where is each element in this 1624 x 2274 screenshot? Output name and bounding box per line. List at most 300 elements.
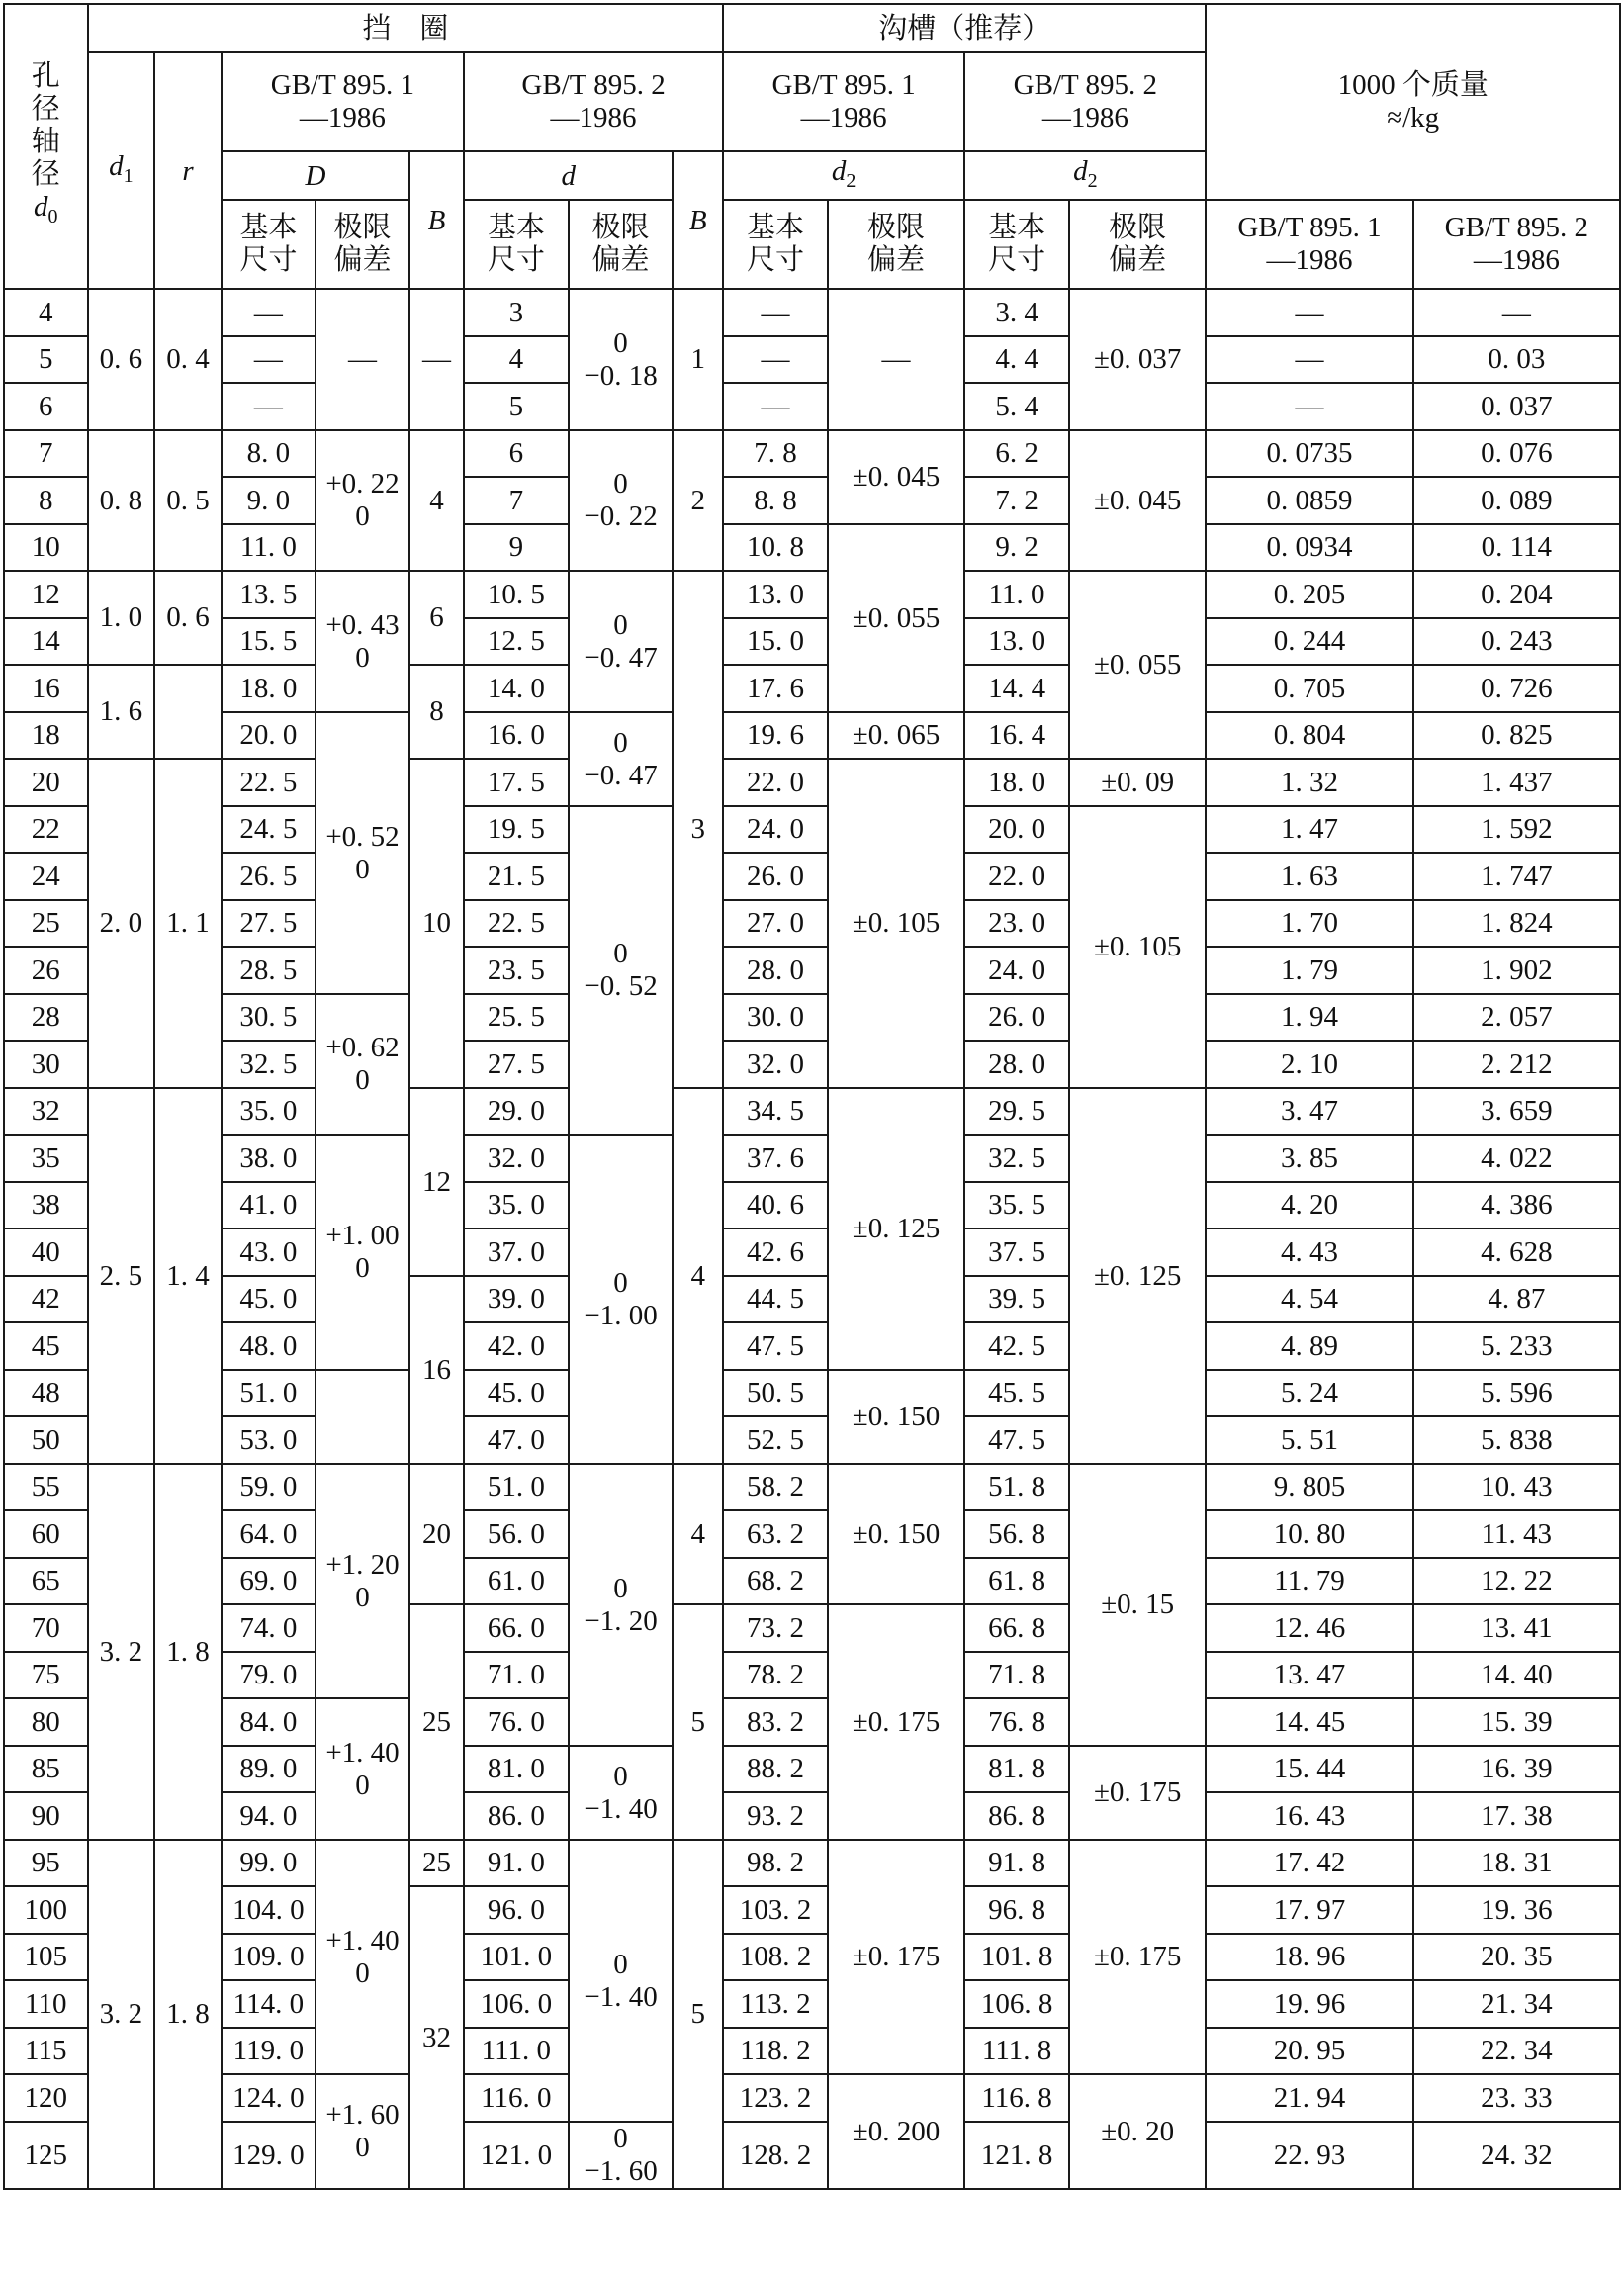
cell-mass-std2: 5. 233 — [1413, 1322, 1620, 1370]
cell-r: 1. 1 — [154, 759, 222, 1088]
cell-groove2-d2: 86. 8 — [964, 1792, 1069, 1840]
cell-d0: 40 — [4, 1228, 88, 1276]
cell-ring-D: 22. 5 — [222, 759, 316, 806]
cell-ring-B2: 4 — [673, 1088, 723, 1464]
cell-ring-D-tolerance-line: 0 — [355, 641, 370, 674]
table-row — [4, 1135, 1620, 1182]
cell-mass-std1: 11. 79 — [1206, 1558, 1412, 1604]
cell-mass-std1: 1. 63 — [1206, 853, 1412, 900]
cell-ring-D: 48. 0 — [222, 1322, 316, 1370]
cell-mass-std2: 1. 437 — [1413, 759, 1620, 806]
table-row — [4, 1934, 1620, 1980]
table-row — [4, 571, 1620, 618]
cell-d1: 0. 8 — [88, 430, 155, 571]
header-d-limit: 极限 偏差 — [569, 200, 674, 289]
cell-ring-D-tolerance — [316, 430, 409, 571]
cell-ring-d: 12. 5 — [464, 618, 569, 665]
header-g1-basic: 基本 尺寸 — [723, 200, 828, 289]
cell-ring-d: 4 — [464, 336, 569, 383]
cell-ring-d-tolerance-line: 0 — [613, 1948, 628, 1980]
cell-mass-std1: 14. 45 — [1206, 1698, 1412, 1746]
cell-ring-d-tolerance-line: −1. 40 — [584, 1980, 658, 2013]
cell-mass-std2: 0. 243 — [1413, 618, 1620, 665]
cell-groove1-d2: 78. 2 — [723, 1652, 828, 1698]
cell-groove2-d2: 5. 4 — [964, 383, 1069, 430]
cell-mass-std1: 1. 94 — [1206, 994, 1412, 1041]
table-row — [4, 853, 1620, 900]
cell-r — [154, 665, 222, 759]
cell-ring-D-tolerance-line: — — [347, 343, 377, 375]
cell-groove1-d2: 32. 0 — [723, 1041, 828, 1088]
header-d2-std2: $d_2$ — [964, 151, 1206, 200]
header-D-basic: 基本 尺寸 — [222, 200, 316, 289]
cell-ring-D-tolerance — [316, 2074, 409, 2189]
cell-groove2-d2: 66. 8 — [964, 1604, 1069, 1652]
cell-groove1-d2: 15. 0 — [723, 618, 828, 665]
cell-ring-D-tolerance-line: +0. 43 — [325, 608, 400, 641]
header-diameter: 孔 径 轴 径 $d_0$ — [4, 4, 88, 289]
header-B2: B — [673, 151, 723, 289]
cell-r: 0. 4 — [154, 289, 222, 430]
cell-mass-std2: 1. 902 — [1413, 947, 1620, 994]
table-row — [4, 1370, 1620, 1416]
cell-groove2-d2: 39. 5 — [964, 1276, 1069, 1322]
cell-d0: 65 — [4, 1558, 88, 1604]
cell-ring-D: 94. 0 — [222, 1792, 316, 1840]
cell-mass-std1: 0. 0934 — [1206, 524, 1412, 571]
cell-groove1-tolerance: ±0. 150 — [828, 1464, 964, 1604]
table-row — [4, 1464, 1620, 1510]
header-mass-group: 1000 个质量 ≈/kg — [1206, 4, 1620, 200]
cell-groove1-d2: 50. 5 — [723, 1370, 828, 1416]
cell-ring-D: 104. 0 — [222, 1886, 316, 1934]
cell-ring-d: 45. 0 — [464, 1370, 569, 1416]
cell-ring-D-tolerance-line: +0. 52 — [325, 820, 400, 853]
cell-mass-std2: 0. 037 — [1413, 383, 1620, 430]
cell-d0: 60 — [4, 1510, 88, 1558]
cell-ring-D: 43. 0 — [222, 1228, 316, 1276]
cell-ring-d-tolerance — [569, 2122, 674, 2189]
cell-ring-B1: 16 — [409, 1276, 464, 1464]
cell-groove1-d2: 103. 2 — [723, 1886, 828, 1934]
cell-ring-D: — — [222, 289, 316, 336]
cell-ring-d-tolerance-line: 0 — [613, 1266, 628, 1299]
cell-mass-std2: 0. 114 — [1413, 524, 1620, 571]
cell-groove1-tolerance: — — [828, 289, 964, 430]
cell-ring-D: 28. 5 — [222, 947, 316, 994]
cell-mass-std2: 23. 33 — [1413, 2074, 1620, 2122]
cell-groove1-d2: 83. 2 — [723, 1698, 828, 1746]
cell-ring-B2: 4 — [673, 1464, 723, 1604]
header-mass-std1: GB/T 895. 1 —1986 — [1206, 200, 1412, 289]
cell-ring-B1: 25 — [409, 1840, 464, 1886]
cell-groove1-d2: 34. 5 — [723, 1088, 828, 1135]
cell-ring-d: 116. 0 — [464, 2074, 569, 2122]
cell-d0: 105 — [4, 1934, 88, 1980]
cell-mass-std2: 2. 057 — [1413, 994, 1620, 1041]
cell-ring-D-tolerance-line: 0 — [355, 1064, 370, 1096]
cell-mass-std1: 13. 47 — [1206, 1652, 1412, 1698]
cell-groove1-tolerance: ±0. 065 — [828, 712, 964, 759]
cell-d0: 6 — [4, 383, 88, 430]
cell-ring-D: 119. 0 — [222, 2028, 316, 2074]
table-row — [4, 2028, 1620, 2074]
cell-ring-D-tolerance-line: 0 — [355, 2132, 370, 2163]
cell-ring-B2: 2 — [673, 430, 723, 571]
cell-ring-D: 99. 0 — [222, 1840, 316, 1886]
table-row — [4, 1510, 1620, 1558]
cell-ring-d-tolerance — [569, 1746, 674, 1840]
cell-ring-B1: 8 — [409, 665, 464, 759]
table-row — [4, 477, 1620, 524]
cell-groove2-tolerance: ±0. 175 — [1069, 1840, 1206, 2074]
cell-groove2-tolerance: ±0. 09 — [1069, 759, 1206, 806]
cell-ring-d: 81. 0 — [464, 1746, 569, 1792]
cell-groove1-d2: 22. 0 — [723, 759, 828, 806]
cell-groove2-d2: 101. 8 — [964, 1934, 1069, 1980]
cell-d0: 48 — [4, 1370, 88, 1416]
cell-ring-d-tolerance-line: −0. 47 — [584, 641, 658, 674]
cell-groove1-tolerance: ±0. 200 — [828, 2074, 964, 2189]
cell-ring-d: 23. 5 — [464, 947, 569, 994]
cell-mass-std1: 22. 93 — [1206, 2122, 1412, 2189]
cell-groove2-d2: 29. 5 — [964, 1088, 1069, 1135]
cell-ring-D: 59. 0 — [222, 1464, 316, 1510]
cell-ring-d: 10. 5 — [464, 571, 569, 618]
cell-ring-d-tolerance — [569, 712, 674, 806]
cell-ring-D: 89. 0 — [222, 1746, 316, 1792]
cell-ring-d: 25. 5 — [464, 994, 569, 1041]
cell-ring-D: 41. 0 — [222, 1182, 316, 1228]
cell-mass-std2: 22. 34 — [1413, 2028, 1620, 2074]
cell-d1: 2. 0 — [88, 759, 155, 1088]
cell-mass-std1: 3. 85 — [1206, 1135, 1412, 1182]
cell-groove1-d2: 7. 8 — [723, 430, 828, 477]
table-row — [4, 1041, 1620, 1088]
cell-d1: 1. 0 — [88, 571, 155, 665]
cell-ring-d: 35. 0 — [464, 1182, 569, 1228]
header-D-limit: 极限 偏差 — [316, 200, 409, 289]
cell-ring-d-tolerance — [569, 289, 674, 430]
cell-ring-B1: 4 — [409, 430, 464, 571]
cell-ring-d-tolerance-line: −1. 20 — [584, 1604, 658, 1637]
cell-ring-D: 79. 0 — [222, 1652, 316, 1698]
cell-ring-D: 8. 0 — [222, 430, 316, 477]
cell-ring-D-tolerance-line: 0 — [355, 1956, 370, 1989]
cell-mass-std1: 1. 32 — [1206, 759, 1412, 806]
cell-ring-d: 29. 0 — [464, 1088, 569, 1135]
cell-mass-std2: 2. 212 — [1413, 1041, 1620, 1088]
cell-ring-D-tolerance-line: +0. 22 — [325, 468, 400, 500]
cell-mass-std1: 16. 43 — [1206, 1792, 1412, 1840]
cell-ring-d: 106. 0 — [464, 1980, 569, 2028]
table-row — [4, 1792, 1620, 1840]
cell-mass-std2: 0. 204 — [1413, 571, 1620, 618]
cell-d1: 3. 2 — [88, 1464, 155, 1840]
cell-groove2-d2: 61. 8 — [964, 1558, 1069, 1604]
cell-groove1-tolerance: ±0. 175 — [828, 1840, 964, 2074]
cell-ring-d-tolerance-line: 0 — [613, 326, 628, 359]
table-row — [4, 1652, 1620, 1698]
cell-groove2-d2: 24. 0 — [964, 947, 1069, 994]
cell-mass-std1: — — [1206, 289, 1412, 336]
cell-ring-d-tolerance-line: 0 — [613, 1760, 628, 1792]
cell-groove1-d2: — — [723, 336, 828, 383]
table-row — [4, 524, 1620, 571]
table-row — [4, 947, 1620, 994]
cell-mass-std2: 11. 43 — [1413, 1510, 1620, 1558]
cell-mass-std1: 5. 24 — [1206, 1370, 1412, 1416]
cell-groove2-d2: 14. 4 — [964, 665, 1069, 712]
cell-mass-std1: 18. 96 — [1206, 1934, 1412, 1980]
cell-mass-std1: 4. 20 — [1206, 1182, 1412, 1228]
cell-ring-d: 96. 0 — [464, 1886, 569, 1934]
cell-groove2-d2: 16. 4 — [964, 712, 1069, 759]
header-r: r — [154, 52, 222, 289]
cell-ring-d: 22. 5 — [464, 900, 569, 947]
header-groove-std1: GB/T 895. 1 —1986 — [723, 52, 964, 151]
cell-ring-D: 114. 0 — [222, 1980, 316, 2028]
cell-d0: 18 — [4, 712, 88, 759]
cell-ring-D: 53. 0 — [222, 1416, 316, 1464]
table-row — [4, 430, 1620, 477]
cell-mass-std1: 4. 89 — [1206, 1322, 1412, 1370]
cell-mass-std1: 19. 96 — [1206, 1980, 1412, 2028]
cell-mass-std1: 17. 97 — [1206, 1886, 1412, 1934]
cell-ring-d-tolerance-line: −0. 22 — [584, 500, 658, 532]
table-row — [4, 1088, 1620, 1135]
cell-groove2-tolerance: ±0. 20 — [1069, 2074, 1206, 2189]
cell-ring-B1: 32 — [409, 1886, 464, 2189]
cell-groove2-d2: 56. 8 — [964, 1510, 1069, 1558]
cell-ring-D-tolerance — [316, 1464, 409, 1698]
cell-groove1-d2: 26. 0 — [723, 853, 828, 900]
cell-ring-d-tolerance — [569, 806, 674, 1135]
cell-groove1-d2: 8. 8 — [723, 477, 828, 524]
cell-ring-d-tolerance-line: −1. 00 — [584, 1299, 658, 1331]
cell-groove1-d2: 10. 8 — [723, 524, 828, 571]
table-row — [4, 900, 1620, 947]
cell-groove1-d2: 118. 2 — [723, 2028, 828, 2074]
cell-d0: 75 — [4, 1652, 88, 1698]
cell-ring-d-tolerance — [569, 1464, 674, 1746]
header-groove-std2: GB/T 895. 2 —1986 — [964, 52, 1206, 151]
cell-mass-std1: 1. 70 — [1206, 900, 1412, 947]
cell-d0: 32 — [4, 1088, 88, 1135]
cell-mass-std1: 0. 244 — [1206, 618, 1412, 665]
cell-ring-D: — — [222, 336, 316, 383]
cell-groove2-d2: 47. 5 — [964, 1416, 1069, 1464]
cell-groove1-d2: 63. 2 — [723, 1510, 828, 1558]
cell-mass-std2: 4. 022 — [1413, 1135, 1620, 1182]
cell-d0: 22 — [4, 806, 88, 853]
cell-groove1-tolerance: ±0. 150 — [828, 1370, 964, 1464]
cell-groove1-d2: 44. 5 — [723, 1276, 828, 1322]
cell-ring-d: 32. 0 — [464, 1135, 569, 1182]
cell-ring-d-tolerance-line: −1. 40 — [584, 1792, 658, 1825]
table-row — [4, 1416, 1620, 1464]
header-d-basic: 基本 尺寸 — [464, 200, 569, 289]
cell-ring-d-tolerance-line: −0. 18 — [584, 359, 658, 392]
cell-groove2-d2: 9. 2 — [964, 524, 1069, 571]
cell-groove1-d2: 13. 0 — [723, 571, 828, 618]
cell-mass-std1: 15. 44 — [1206, 1746, 1412, 1792]
cell-mass-std2: 1. 747 — [1413, 853, 1620, 900]
cell-mass-std1: 0. 205 — [1206, 571, 1412, 618]
cell-groove2-d2: 121. 8 — [964, 2122, 1069, 2189]
cell-groove1-d2: 24. 0 — [723, 806, 828, 853]
cell-d0: 80 — [4, 1698, 88, 1746]
table-row — [4, 1840, 1620, 1886]
cell-ring-D-tolerance — [316, 1370, 409, 1464]
cell-ring-d: 17. 5 — [464, 759, 569, 806]
cell-ring-d: 39. 0 — [464, 1276, 569, 1322]
cell-ring-B1: — — [409, 289, 464, 430]
table-row — [4, 1182, 1620, 1228]
cell-groove2-d2: 4. 4 — [964, 336, 1069, 383]
cell-ring-D-tolerance — [316, 1135, 409, 1370]
cell-mass-std2: 24. 32 — [1413, 2122, 1620, 2189]
cell-ring-D: 30. 5 — [222, 994, 316, 1041]
cell-mass-std1: 20. 95 — [1206, 2028, 1412, 2074]
cell-groove2-d2: 20. 0 — [964, 806, 1069, 853]
cell-groove1-d2: 108. 2 — [723, 1934, 828, 1980]
cell-mass-std2: 0. 089 — [1413, 477, 1620, 524]
table-row — [4, 336, 1620, 383]
cell-ring-d: 19. 5 — [464, 806, 569, 853]
cell-ring-D: 45. 0 — [222, 1276, 316, 1322]
cell-mass-std1: 0. 0735 — [1206, 430, 1412, 477]
cell-r: 1. 4 — [154, 1088, 222, 1464]
cell-ring-D-tolerance-line: 0 — [355, 1581, 370, 1613]
cell-ring-D-tolerance — [316, 1840, 409, 2074]
cell-groove2-d2: 22. 0 — [964, 853, 1069, 900]
cell-ring-d: 6 — [464, 430, 569, 477]
cell-mass-std1: 21. 94 — [1206, 2074, 1412, 2122]
cell-groove2-d2: 111. 8 — [964, 2028, 1069, 2074]
cell-groove2-d2: 35. 5 — [964, 1182, 1069, 1228]
table-row — [4, 2074, 1620, 2122]
cell-ring-D: 13. 5 — [222, 571, 316, 618]
cell-d0: 28 — [4, 994, 88, 1041]
cell-d1: 2. 5 — [88, 1088, 155, 1464]
cell-groove1-d2: 47. 5 — [723, 1322, 828, 1370]
cell-mass-std1: — — [1206, 383, 1412, 430]
cell-groove1-tolerance: ±0. 125 — [828, 1088, 964, 1370]
cell-d0: 42 — [4, 1276, 88, 1322]
cell-mass-std2: 15. 39 — [1413, 1698, 1620, 1746]
cell-d0: 16 — [4, 665, 88, 712]
cell-ring-d-tolerance — [569, 1840, 674, 2122]
cell-mass-std1: 0. 0859 — [1206, 477, 1412, 524]
cell-ring-D: 20. 0 — [222, 712, 316, 759]
cell-r: 1. 8 — [154, 1464, 222, 1840]
cell-groove1-d2: 73. 2 — [723, 1604, 828, 1652]
cell-ring-D-tolerance-line: +1. 00 — [325, 1220, 400, 1251]
cell-ring-d: 111. 0 — [464, 2028, 569, 2074]
cell-ring-B1: 25 — [409, 1604, 464, 1840]
cell-groove2-tolerance: ±0. 125 — [1069, 1088, 1206, 1464]
cell-groove2-d2: 76. 8 — [964, 1698, 1069, 1746]
cell-ring-D-tolerance-line: +1. 20 — [325, 1548, 400, 1581]
cell-groove1-d2: 68. 2 — [723, 1558, 828, 1604]
cell-mass-std2: 1. 824 — [1413, 900, 1620, 947]
cell-ring-d-tolerance-line: 0 — [613, 938, 628, 969]
cell-d0: 100 — [4, 1886, 88, 1934]
cell-ring-D-tolerance — [316, 571, 409, 712]
header-d2-std1: $d_2$ — [723, 151, 964, 200]
cell-groove1-d2: 123. 2 — [723, 2074, 828, 2122]
cell-ring-D: 9. 0 — [222, 477, 316, 524]
cell-mass-std1: 0. 705 — [1206, 665, 1412, 712]
cell-groove2-tolerance: ±0. 175 — [1069, 1746, 1206, 1840]
cell-groove2-d2: 6. 2 — [964, 430, 1069, 477]
cell-ring-D: 38. 0 — [222, 1135, 316, 1182]
cell-groove1-d2: 42. 6 — [723, 1228, 828, 1276]
cell-r: 1. 8 — [154, 1840, 222, 2189]
cell-ring-B1: 20 — [409, 1464, 464, 1604]
cell-groove2-tolerance: ±0. 045 — [1069, 430, 1206, 571]
cell-mass-std2: — — [1413, 289, 1620, 336]
cell-ring-D-tolerance-line: +1. 40 — [325, 1736, 400, 1769]
cell-ring-B2: 5 — [673, 1604, 723, 1840]
cell-d0: 30 — [4, 1041, 88, 1088]
cell-d0: 12 — [4, 571, 88, 618]
cell-d1: 0. 6 — [88, 289, 155, 430]
cell-groove2-d2: 71. 8 — [964, 1652, 1069, 1698]
cell-ring-d: 61. 0 — [464, 1558, 569, 1604]
cell-ring-d: 47. 0 — [464, 1416, 569, 1464]
cell-groove2-d2: 42. 5 — [964, 1322, 1069, 1370]
table-row — [4, 1322, 1620, 1370]
cell-mass-std2: 17. 38 — [1413, 1792, 1620, 1840]
cell-groove1-d2: 30. 0 — [723, 994, 828, 1041]
header-ring-std2: GB/T 895. 2 —1986 — [464, 52, 723, 151]
table-row — [4, 1604, 1620, 1652]
cell-ring-d: 86. 0 — [464, 1792, 569, 1840]
cell-groove2-tolerance: ±0. 037 — [1069, 289, 1206, 430]
cell-ring-d: 3 — [464, 289, 569, 336]
cell-mass-std2: 4. 628 — [1413, 1228, 1620, 1276]
cell-groove2-d2: 91. 8 — [964, 1840, 1069, 1886]
cell-ring-d-tolerance-line: 0 — [613, 2123, 628, 2154]
cell-mass-std1: 4. 54 — [1206, 1276, 1412, 1322]
cell-d0: 55 — [4, 1464, 88, 1510]
cell-ring-D: 84. 0 — [222, 1698, 316, 1746]
cell-groove2-d2: 3. 4 — [964, 289, 1069, 336]
cell-groove2-d2: 81. 8 — [964, 1746, 1069, 1792]
cell-ring-B2: 3 — [673, 571, 723, 1088]
cell-d0: 115 — [4, 2028, 88, 2074]
cell-d1: 1. 6 — [88, 665, 155, 759]
cell-mass-std2: 13. 41 — [1413, 1604, 1620, 1652]
cell-ring-D: 51. 0 — [222, 1370, 316, 1416]
cell-groove2-d2: 32. 5 — [964, 1135, 1069, 1182]
cell-ring-D: 11. 0 — [222, 524, 316, 571]
cell-ring-D: 35. 0 — [222, 1088, 316, 1135]
cell-ring-D: 26. 5 — [222, 853, 316, 900]
cell-r: 0. 5 — [154, 430, 222, 571]
cell-r: 0. 6 — [154, 571, 222, 665]
cell-groove1-d2: 93. 2 — [723, 1792, 828, 1840]
cell-groove2-d2: 7. 2 — [964, 477, 1069, 524]
table-row — [4, 1228, 1620, 1276]
cell-groove1-d2: 113. 2 — [723, 1980, 828, 2028]
cell-ring-D: 74. 0 — [222, 1604, 316, 1652]
cell-ring-d-tolerance-line: 0 — [613, 1572, 628, 1604]
cell-d0: 125 — [4, 2122, 88, 2189]
cell-ring-D-tolerance-line: 0 — [355, 1252, 370, 1284]
